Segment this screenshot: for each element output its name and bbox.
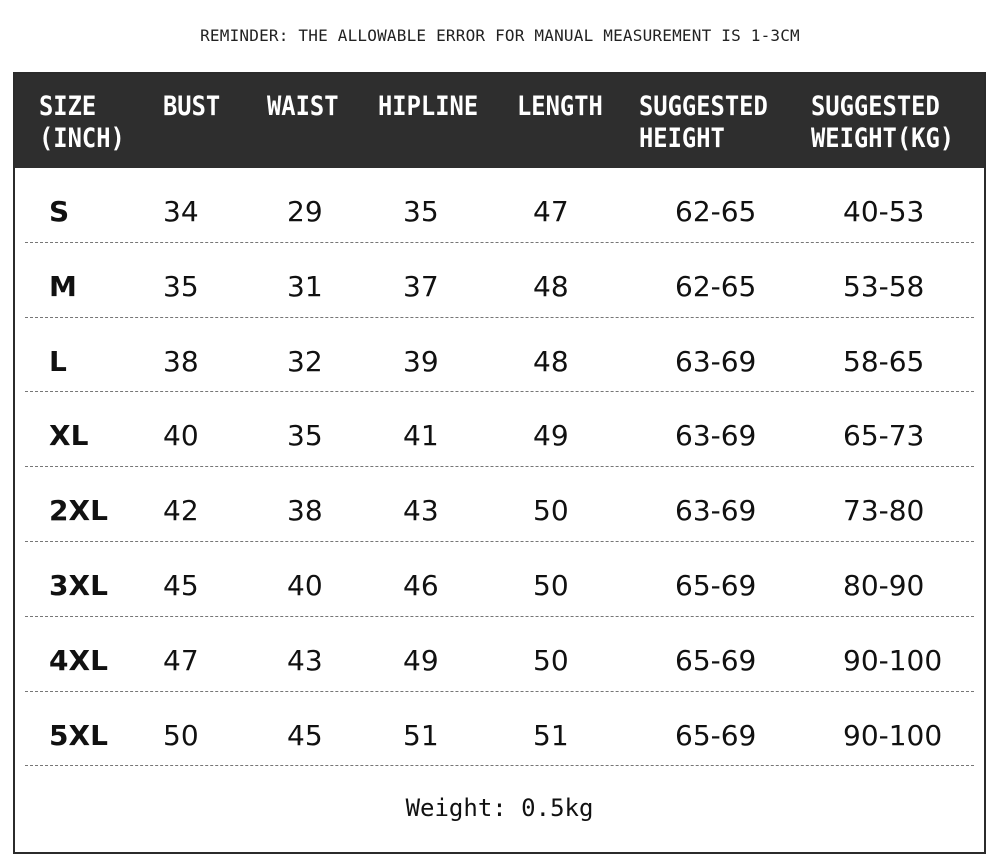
cell-suggested-height: 63-69 [675, 419, 757, 453]
cell-bust: 42 [163, 494, 199, 528]
cell-waist: 40 [287, 568, 323, 602]
cell-bust: 34 [163, 195, 199, 228]
table-row [15, 542, 984, 617]
table-row [15, 318, 984, 393]
cell-suggested-weight: 90-100 [843, 718, 943, 752]
cell-suggested-weight: 58-65 [843, 344, 925, 378]
cell-hipline: 35 [403, 195, 439, 228]
cell-size: XL [49, 419, 89, 453]
cell-length: 50 [533, 643, 569, 677]
table-row [15, 692, 984, 767]
cell-suggested-weight: 73-80 [843, 494, 925, 528]
cell-suggested-height: 62-65 [675, 269, 757, 303]
item-weight-note: Weight: 0.5kg [405, 794, 594, 822]
cell-bust: 38 [163, 344, 199, 378]
table-header [15, 74, 984, 168]
header-waist: WAIST [267, 91, 339, 122]
cell-waist: 38 [287, 494, 323, 528]
cell-size: 3XL [49, 568, 108, 602]
cell-suggested-weight: 40-53 [843, 195, 925, 228]
cell-hipline: 51 [403, 718, 439, 752]
cell-waist: 29 [287, 195, 323, 228]
cell-length: 50 [533, 568, 569, 602]
cell-size: M [49, 269, 77, 303]
header-hipline: HIPLINE [378, 91, 479, 122]
cell-waist: 31 [287, 269, 323, 303]
table-row [15, 168, 984, 243]
cell-length: 49 [533, 419, 569, 453]
cell-suggested-height: 63-69 [675, 344, 757, 378]
cell-length: 47 [533, 195, 569, 228]
cell-size: 5XL [49, 718, 108, 752]
cell-suggested-height: 65-69 [675, 718, 757, 752]
cell-waist: 45 [287, 718, 323, 752]
cell-size: L [49, 344, 67, 378]
cell-length: 51 [533, 718, 569, 752]
cell-hipline: 39 [403, 344, 439, 378]
header-size: SIZE (INCH) [39, 91, 125, 154]
cell-bust: 40 [163, 419, 199, 453]
cell-hipline: 41 [403, 419, 439, 453]
cell-waist: 35 [287, 419, 323, 453]
cell-suggested-weight: 90-100 [843, 643, 943, 677]
cell-waist: 43 [287, 643, 323, 677]
cell-suggested-weight: 53-58 [843, 269, 925, 303]
cell-suggested-height: 63-69 [675, 494, 757, 528]
cell-bust: 35 [163, 269, 199, 303]
cell-hipline: 46 [403, 568, 439, 602]
cell-size: 2XL [49, 494, 108, 528]
cell-suggested-height: 65-69 [675, 643, 757, 677]
cell-suggested-weight: 65-73 [843, 419, 925, 453]
cell-hipline: 37 [403, 269, 439, 303]
cell-size: S [49, 195, 70, 228]
cell-bust: 45 [163, 568, 199, 602]
size-chart-table [13, 72, 986, 854]
cell-suggested-weight: 80-90 [843, 568, 925, 602]
cell-bust: 50 [163, 718, 199, 752]
cell-bust: 47 [163, 643, 199, 677]
cell-waist: 32 [287, 344, 323, 378]
header-bust: BUST [163, 91, 221, 122]
cell-length: 48 [533, 344, 569, 378]
table-row [15, 392, 984, 467]
cell-length: 48 [533, 269, 569, 303]
header-length: LENGTH [517, 91, 603, 122]
table-row [15, 467, 984, 542]
cell-hipline: 43 [403, 494, 439, 528]
cell-suggested-height: 62-65 [675, 195, 757, 228]
table-body [15, 168, 984, 766]
table-row [15, 617, 984, 692]
cell-length: 50 [533, 494, 569, 528]
table-row [15, 243, 984, 318]
cell-hipline: 49 [403, 643, 439, 677]
header-suggested-height: SUGGESTED HEIGHT [639, 91, 768, 154]
measurement-reminder: REMINDER: THE ALLOWABLE ERROR FOR MANUAL MEASUREMENT IS 1-3CM [200, 26, 800, 45]
cell-size: 4XL [49, 643, 108, 677]
cell-suggested-height: 65-69 [675, 568, 757, 602]
header-suggested-weight: SUGGESTED WEIGHT(KG) [811, 91, 955, 154]
